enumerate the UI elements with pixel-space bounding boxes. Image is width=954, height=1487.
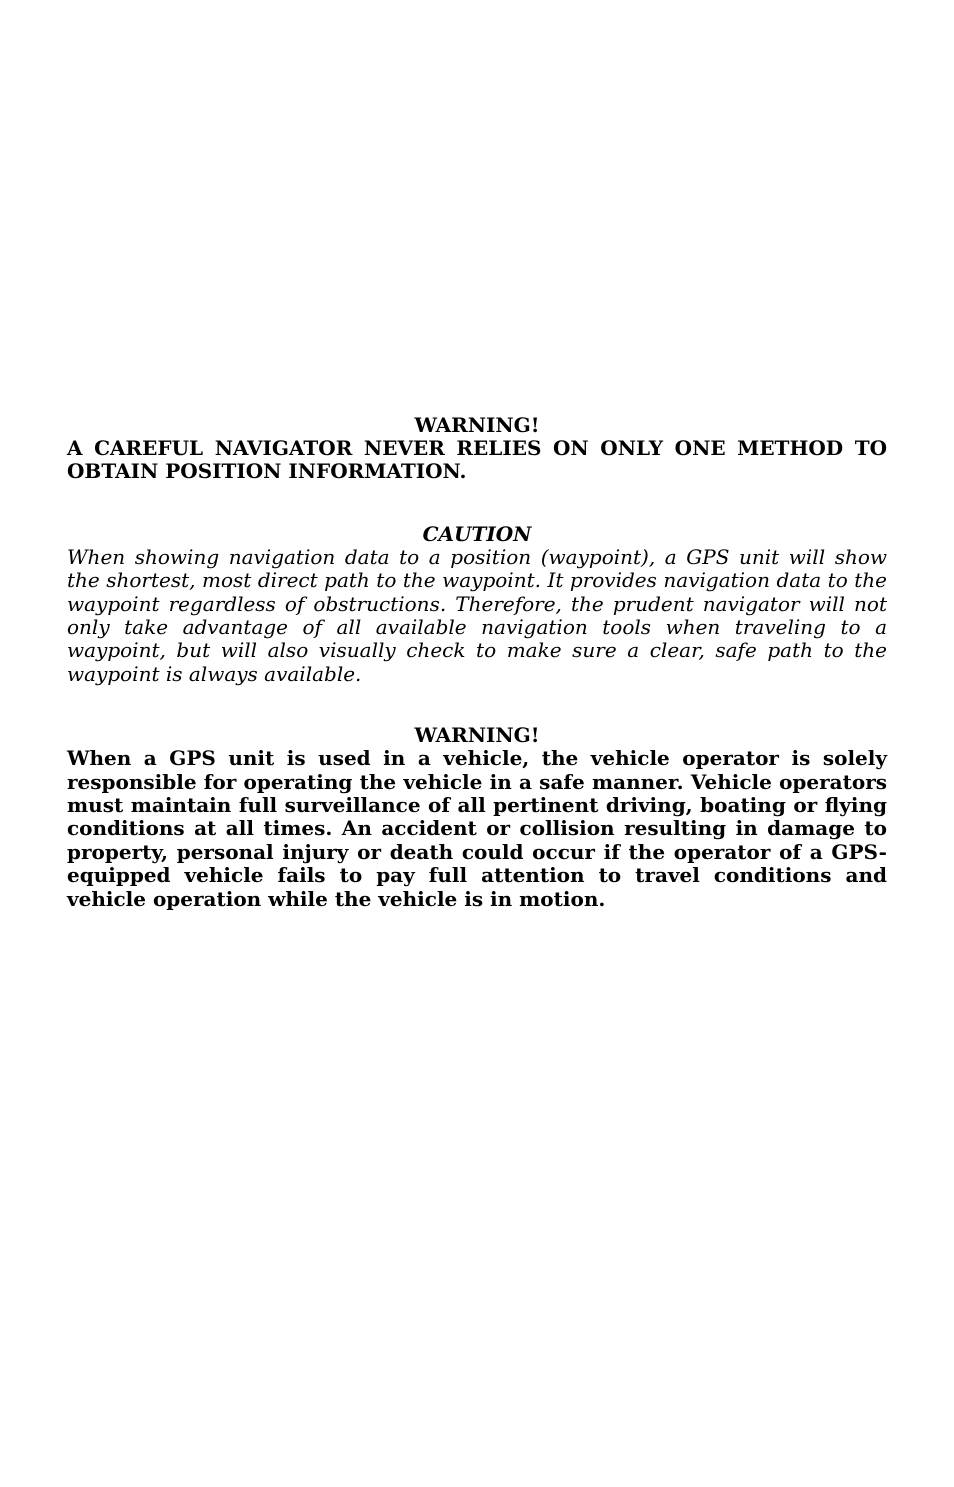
warning-heading: WARNING! <box>414 723 540 748</box>
warning-text: When a GPS unit is used in a vehicle, the vehicle operator is solely responsible for operating the vehicle in a safe manner. Vehicle operators must maintain full surveillance of all pertinent driving, boating or flying conditions at all times. An accident or collision resulting in damage to property, personal injury or death could occur if the operator of a GPS-equipped vehicle fails to pay full attention to travel conditions and vehicle operation while the vehicle is in motion. <box>67 746 887 911</box>
warning-notice-position <box>67 413 887 484</box>
warning-notice-vehicle <box>67 723 887 911</box>
spacer <box>67 686 887 723</box>
warning-text: A CAREFUL NAVIGATOR NEVER RELIES ON ONLY ONE METHOD TO OBTAIN POSITION INFORMATION. <box>67 436 887 484</box>
spacer <box>67 484 887 522</box>
warning-heading: WARNING! <box>414 413 540 437</box>
document-page <box>67 413 887 911</box>
caution-heading: CAUTION <box>422 521 532 546</box>
caution-notice <box>67 522 887 686</box>
caution-text: When showing navigation data to a position (waypoint), a GPS unit will show the shortest, most direct path to the waypoint. It provides navigation data to the waypoint regardless of obstructions. Therefore, the prudent navigator will not only take advantage of all available navigation tools when traveling to a waypoint, but will also visually check to make sure a clear, safe path to the waypoint is always available. <box>67 544 887 686</box>
